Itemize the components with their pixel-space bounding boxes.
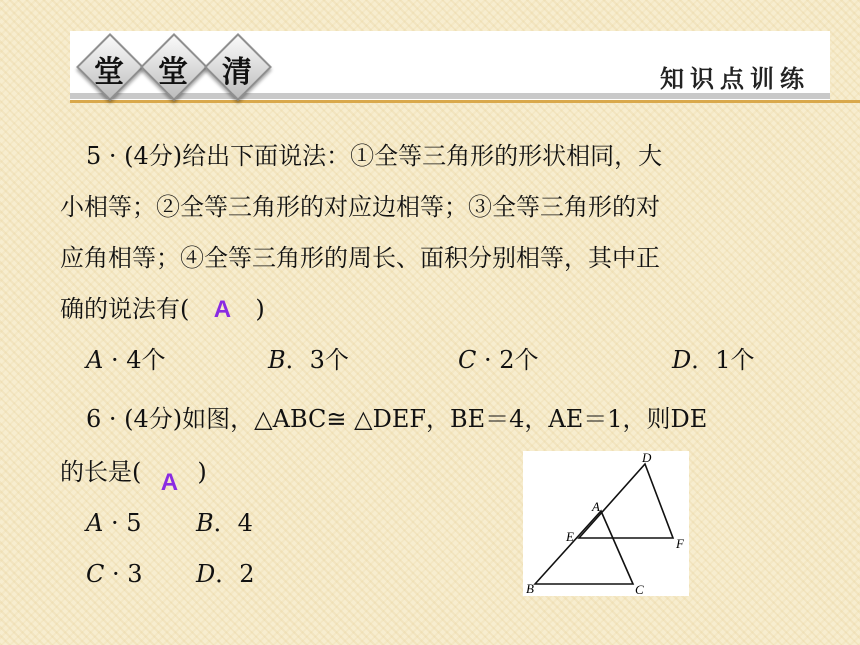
label-b: B xyxy=(526,581,534,596)
badge-diamond-2 xyxy=(142,35,204,97)
label-e: E xyxy=(566,529,574,544)
q5-line-3: 应角相等；④全等三角形的周长、面积分别相等，其中正 xyxy=(60,244,660,272)
q6-option-c: C · 3 xyxy=(86,560,143,588)
q6-line-2-text: 的长是( xyxy=(60,458,142,486)
q5-option-d: D．1个 xyxy=(672,346,755,374)
label-d: D xyxy=(642,451,652,465)
banner-accent-line xyxy=(70,100,860,103)
q6-answer xyxy=(141,457,197,508)
q5-option-c: C · 2个 xyxy=(458,346,539,374)
label-f: F xyxy=(676,536,684,551)
section-tag: 知识点训练 xyxy=(660,65,810,93)
section-badge xyxy=(78,35,270,97)
q6-line-1: 6 · (4分)如图，△ABC≅ △DEF，BE＝4，AE＝1，则DE xyxy=(86,405,708,433)
q6-option-b: B．4 xyxy=(196,509,253,537)
badge-char-2: 堂 xyxy=(158,55,188,90)
q6-answer-letter: A xyxy=(160,469,179,496)
q5-option-b: B．3个 xyxy=(268,346,349,374)
section-banner xyxy=(70,31,830,103)
q5-answer-letter: A xyxy=(213,296,232,323)
badge-diamond-3 xyxy=(206,35,268,97)
triangle-abc xyxy=(535,511,633,584)
triangle-figure xyxy=(523,451,689,596)
q6-option-d: D．2 xyxy=(196,560,255,588)
badge-char-1: 堂 xyxy=(94,55,124,90)
label-c: C xyxy=(635,582,644,596)
label-a: A xyxy=(592,499,600,514)
q6-line-2-close: ) xyxy=(197,458,207,486)
q5-line-4-close: ) xyxy=(255,295,265,323)
triangle-diagram xyxy=(523,451,689,596)
badge-char-3: 清 xyxy=(222,55,252,90)
q6-line-2 xyxy=(60,447,207,498)
q5-line-1: 5 · (4分)给出下面说法：①全等三角形的形状相同，大 xyxy=(86,142,663,170)
q6-option-a: A · 5 xyxy=(86,509,142,537)
q5-answer xyxy=(189,284,255,335)
q5-line-2: 小相等；②全等三角形的对应边相等；③全等三角形的对 xyxy=(60,193,660,221)
q5-option-a: A · 4个 xyxy=(86,346,166,374)
badge-diamond-1 xyxy=(78,35,140,97)
q5-line-4-text: 确的说法有( xyxy=(60,295,190,323)
q5-line-4 xyxy=(60,284,265,335)
